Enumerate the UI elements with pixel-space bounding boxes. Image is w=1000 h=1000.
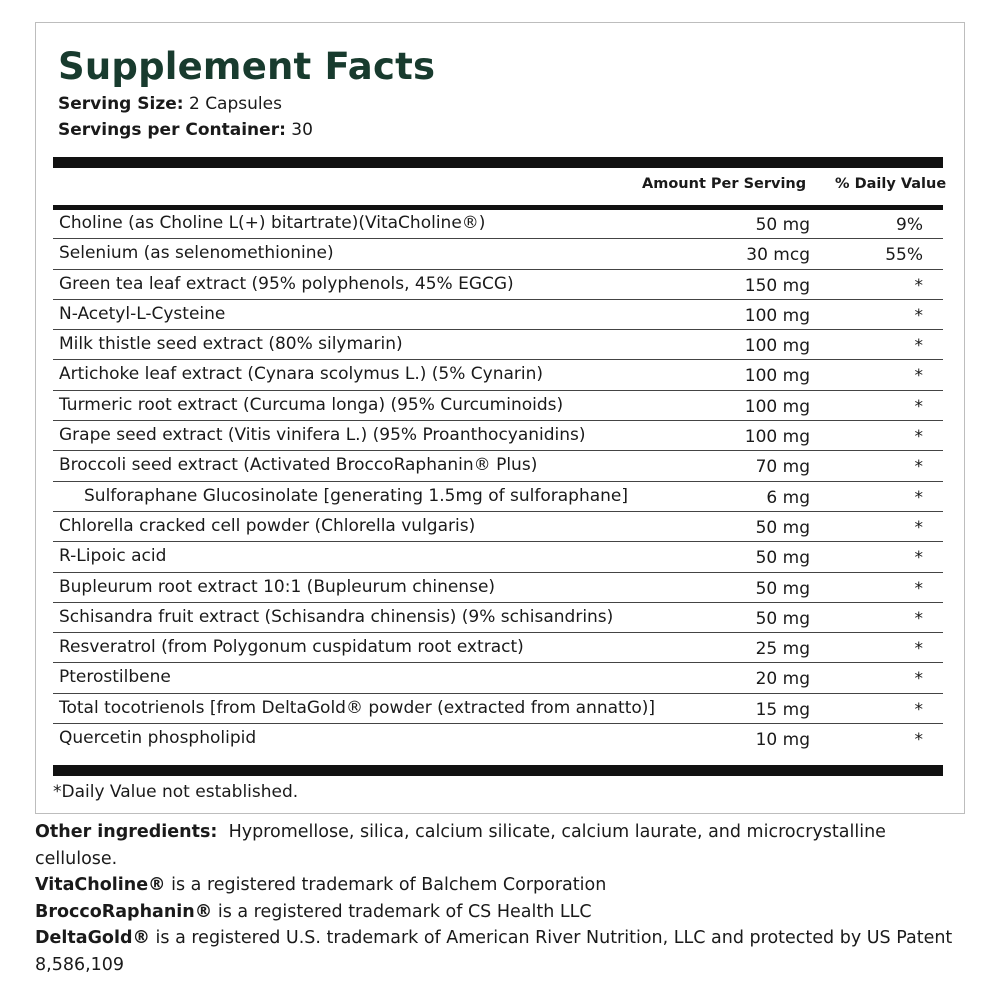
ingredient-daily-value: * bbox=[914, 548, 923, 569]
top-divider-bar bbox=[53, 157, 943, 168]
table-row bbox=[53, 421, 943, 451]
ingredient-daily-value: * bbox=[914, 578, 923, 599]
ingredient-daily-value: * bbox=[914, 305, 923, 326]
ingredient-daily-value: * bbox=[914, 669, 923, 690]
ingredient-daily-value: * bbox=[914, 396, 923, 417]
ingredient-name: Chlorella cracked cell powder (Chlorella vulgaris) bbox=[59, 515, 476, 536]
ingredient-amount: 70 mg bbox=[755, 457, 810, 478]
supplement-facts-panel bbox=[35, 22, 965, 814]
ingredient-name: N-Acetyl-L-Cysteine bbox=[59, 303, 226, 324]
table-row bbox=[53, 391, 943, 421]
ingredient-name: Artichoke leaf extract (Cynara scolymus L.) (5% Cynarin) bbox=[59, 364, 544, 385]
table-row bbox=[53, 663, 943, 693]
table-row bbox=[53, 603, 943, 633]
trademark-text: is a registered trademark of Balchem Corporation bbox=[165, 875, 607, 895]
serving-size-value: 2 Capsules bbox=[188, 94, 282, 114]
ingredient-amount: 100 mg bbox=[744, 305, 810, 326]
ingredient-amount: 25 mg bbox=[755, 639, 810, 660]
table-row bbox=[53, 542, 943, 572]
ingredient-amount: 100 mg bbox=[744, 396, 810, 417]
ingredient-name: Milk thistle seed extract (80% silymarin) bbox=[59, 334, 403, 355]
ingredient-name: Selenium (as selenomethionine) bbox=[59, 243, 334, 264]
table-row bbox=[53, 512, 943, 542]
ingredient-daily-value: * bbox=[914, 517, 923, 538]
ingredient-name: Turmeric root extract (Curcuma longa) (95% Curcuminoids) bbox=[59, 394, 564, 415]
trademarks bbox=[35, 872, 965, 978]
ingredient-amount: 20 mg bbox=[755, 669, 810, 690]
ingredient-name: Quercetin phospholipid bbox=[59, 728, 257, 749]
ingredient-amount: 100 mg bbox=[744, 427, 810, 448]
ingredient-daily-value: * bbox=[914, 699, 923, 720]
ingredient-name: Pterostilbene bbox=[59, 667, 171, 688]
ingredient-amount: 50 mg bbox=[755, 548, 810, 569]
table-row bbox=[53, 330, 943, 360]
ingredient-daily-value: * bbox=[914, 608, 923, 629]
table-row bbox=[53, 694, 943, 724]
ingredient-name: Green tea leaf extract (95% polyphenols, 45% EGCG) bbox=[59, 273, 514, 294]
ingredient-amount: 15 mg bbox=[755, 699, 810, 720]
ingredient-daily-value: * bbox=[914, 457, 923, 478]
amount-column-header: Amount Per Serving bbox=[642, 176, 807, 192]
ingredient-name: Total tocotrienols [from DeltaGold® powder (extracted from annatto)] bbox=[59, 697, 656, 718]
ingredient-amount: 100 mg bbox=[744, 366, 810, 387]
ingredient-name: Broccoli seed extract (Activated BroccoRaphanin® Plus) bbox=[59, 455, 538, 476]
ingredient-daily-value: * bbox=[914, 366, 923, 387]
ingredient-name: Schisandra fruit extract (Schisandra chinensis) (9% schisandrins) bbox=[59, 606, 614, 627]
ingredient-name: Choline (as Choline L(+) bitartrate)(VitaCholine®) bbox=[59, 213, 486, 233]
table-row bbox=[53, 270, 943, 300]
servings-per-container-label: Servings per Container: bbox=[58, 120, 286, 140]
table-row bbox=[53, 451, 943, 481]
trademark-text: is a registered trademark of CS Health LLC bbox=[212, 901, 592, 922]
ingredient-name: Bupleurum root extract 10:1 (Bupleurum chinense) bbox=[59, 576, 496, 597]
trademark-line bbox=[35, 899, 965, 926]
table-row bbox=[53, 633, 943, 663]
ingredient-amount: 100 mg bbox=[744, 336, 810, 357]
ingredient-daily-value: * bbox=[914, 730, 923, 751]
trademark-line bbox=[35, 872, 965, 899]
trademark-text: is a registered U.S. trademark of American River Nutrition, LLC and protected by US Patent 8,586,109 bbox=[35, 928, 953, 975]
ingredient-name: Resveratrol (from Polygonum cuspidatum root extract) bbox=[59, 637, 524, 658]
ingredient-name: Grape seed extract (Vitis vinifera L.) (95% Proanthocyanidins) bbox=[59, 425, 586, 446]
ingredient-amount: 10 mg bbox=[755, 730, 810, 751]
serving-size bbox=[58, 93, 282, 115]
ingredient-amount: 30 mcg bbox=[746, 245, 810, 266]
trademark-line bbox=[35, 925, 965, 978]
ingredient-amount: 50 mg bbox=[755, 578, 810, 599]
ingredient-amount: 6 mg bbox=[766, 487, 810, 508]
table-row bbox=[53, 573, 943, 603]
table-row bbox=[53, 724, 943, 754]
table-row bbox=[53, 360, 943, 390]
serving-size-label: Serving Size: bbox=[58, 94, 184, 114]
ingredient-name: Sulforaphane Glucosinolate [generating 1.5mg of sulforaphane] bbox=[84, 485, 628, 506]
ingredient-daily-value: * bbox=[914, 487, 923, 508]
table-row bbox=[53, 239, 943, 269]
ingredient-amount: 150 mg bbox=[744, 275, 810, 296]
servings-per-container bbox=[58, 119, 313, 141]
other-ingredients bbox=[35, 819, 965, 872]
ingredient-daily-value: 55% bbox=[885, 245, 923, 266]
ingredient-amount: 50 mg bbox=[755, 215, 810, 235]
servings-per-container-value: 30 bbox=[291, 120, 313, 140]
daily-value-column-header: % Daily Value bbox=[835, 176, 947, 192]
ingredient-daily-value: * bbox=[914, 639, 923, 660]
trademark-brand: VitaCholine® bbox=[35, 875, 166, 895]
trademark-brand: BroccoRaphanin® bbox=[35, 901, 213, 922]
table-row bbox=[53, 300, 943, 330]
footnote: *Daily Value not established. bbox=[53, 782, 299, 802]
trademark-brand: DeltaGold® bbox=[35, 928, 150, 948]
other-ingredients-label: Other ingredients: bbox=[35, 822, 218, 842]
other-ingredients-text: Hypromellose, silica, calcium silicate, calcium laurate, and microcrystalline cellulose. bbox=[35, 822, 886, 869]
ingredient-amount: 50 mg bbox=[755, 608, 810, 629]
ingredient-daily-value: 9% bbox=[896, 215, 923, 235]
ingredient-amount: 50 mg bbox=[755, 517, 810, 538]
table-row bbox=[53, 209, 943, 239]
ingredient-daily-value: * bbox=[914, 336, 923, 357]
table-row bbox=[53, 482, 943, 512]
ingredient-daily-value: * bbox=[914, 275, 923, 296]
ingredient-list bbox=[53, 209, 943, 754]
ingredient-name: R-Lipoic acid bbox=[59, 546, 167, 567]
ingredient-daily-value: * bbox=[914, 427, 923, 448]
bottom-divider-bar bbox=[53, 765, 943, 776]
page-title: Supplement Facts bbox=[58, 45, 436, 88]
